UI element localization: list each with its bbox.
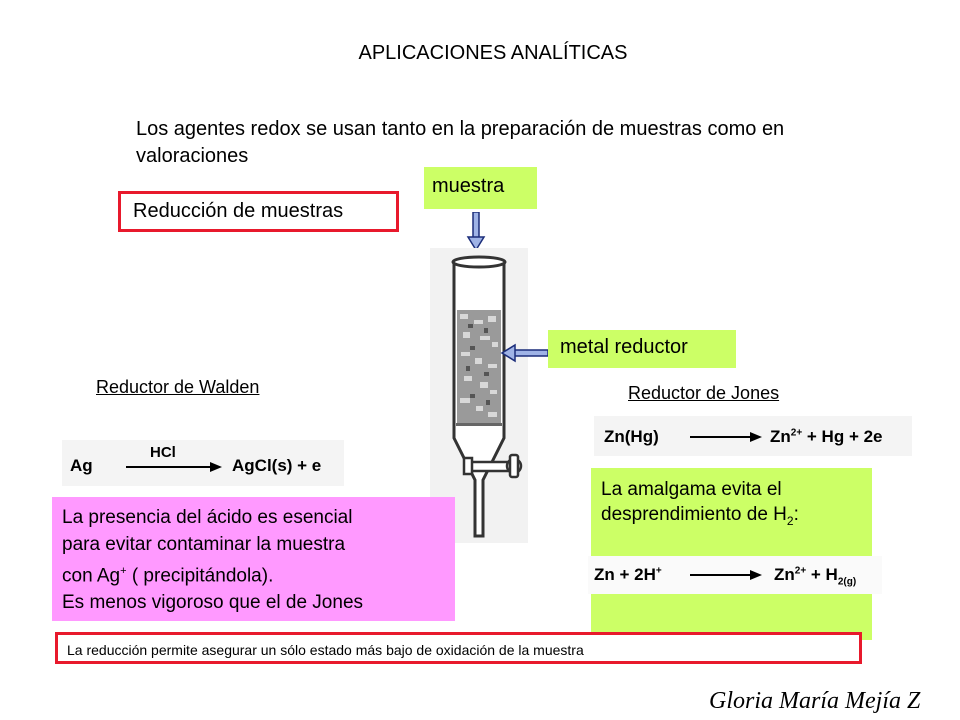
reduction-box	[118, 191, 399, 232]
intro-text: Los agentes redox se usan tanto en la preparación de muestras como en valoraciones	[136, 118, 785, 167]
jones-eq1-left: Zn(Hg)	[604, 427, 659, 446]
jones-equation-2	[588, 556, 882, 594]
walden-note-line3: con Ag+ ( precipitándola).	[62, 565, 274, 587]
walden-note-line4: Es menos vigoroso que el de Jones	[62, 592, 364, 614]
walden-note	[52, 497, 455, 621]
reduction-label: Reducción de muestras	[133, 200, 344, 222]
jones-eq1-right: $Zn^{2+} + Hg + 2e$	[770, 427, 883, 446]
footer-note-text: La reducción permite asegurar un sólo estado más bajo de oxidación de la muestra	[67, 642, 584, 658]
jones-eq2-left: Zn + 2H+	[594, 565, 662, 584]
walden-note-line2: para evitar contaminar la muestra	[62, 534, 346, 555]
walden-heading: Reductor de Walden	[96, 377, 260, 397]
jones-note: La amalgama evita el desprendimiento de $H_2$:	[591, 468, 872, 556]
author-signature: Gloria María Mejía Z	[709, 688, 921, 714]
jones-equation-1	[594, 416, 912, 456]
metal-box	[548, 330, 736, 368]
jones-eq2-right: $Zn^{2+} + H_{2(g)}$	[774, 565, 857, 588]
walden-eq-left: Ag	[70, 456, 93, 475]
walden-note-line1: La presencia del ácido es esencial	[62, 507, 353, 528]
muestra-box	[424, 167, 537, 209]
reaction-arrow-icon	[124, 460, 224, 474]
metal-label: metal reductor	[560, 336, 688, 358]
footer-note	[55, 632, 862, 664]
reaction-arrow-icon	[688, 430, 764, 444]
muestra-label: muestra	[432, 175, 505, 197]
reaction-arrow-icon	[688, 568, 764, 582]
left-arrow-icon	[500, 343, 550, 363]
walden-eq-arrow-label: HCl	[150, 444, 176, 461]
page-title: APLICACIONES ANALÍTICAS	[358, 42, 628, 64]
jones-heading: Reductor de Jones	[628, 383, 780, 403]
walden-equation	[62, 440, 344, 486]
down-arrow-icon	[466, 212, 486, 252]
walden-eq-right: AgCl(s) + e	[232, 456, 322, 475]
